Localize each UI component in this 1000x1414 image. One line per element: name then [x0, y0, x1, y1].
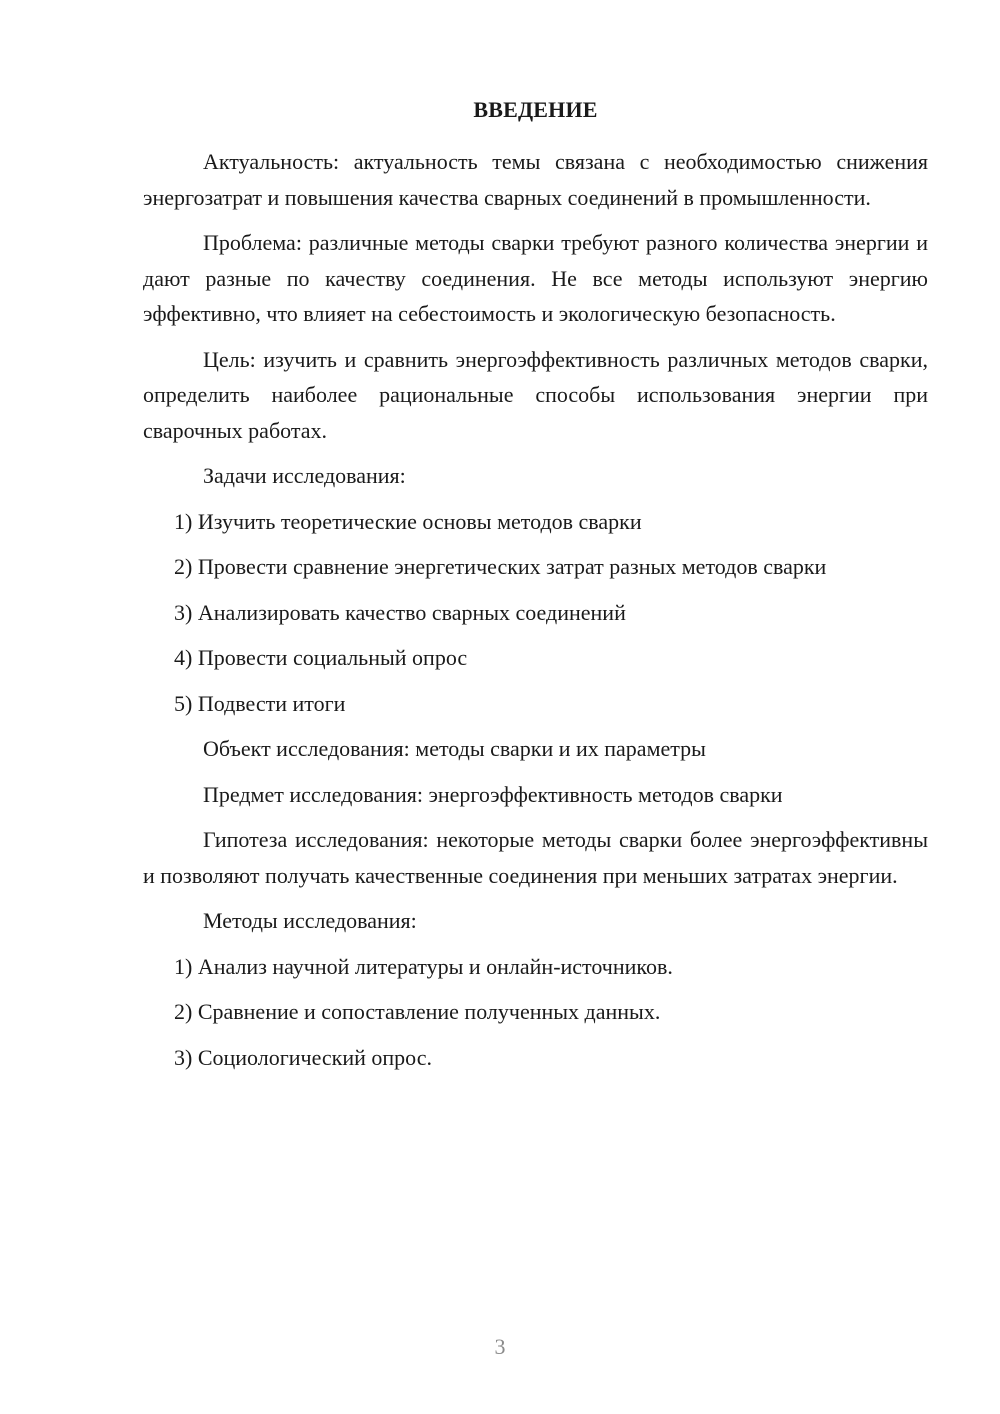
page-number: 3: [494, 1334, 506, 1359]
document-title: ВВЕДЕНИЕ: [473, 97, 598, 122]
tasks-heading: Задачи исследования:: [203, 463, 406, 488]
paragraph-hypothesis: Гипотеза исследования: некоторые методы сварки более энергоэффективны и позволяют получать качественные соединения при меньших затратах энергии.: [143, 827, 928, 888]
paragraph-relevance: Актуальность: актуальность темы связана с необходимостью снижения энергозатрат и повышения качества сварных соединений в промышленности.: [143, 149, 928, 210]
paragraph-problem: Проблема: различные методы сварки требуют разного количества энергии и дают разные по качеству соединения. Не все методы используют энергию эффективно, что влияет на себестоимость и экологическую безопасность.: [143, 230, 928, 326]
list-item: 1) Изучить теоретические основы методов сварки: [174, 508, 642, 534]
methods-list: [143, 949, 928, 1076]
list-item: 1) Анализ научной литературы и онлайн-источников.: [174, 953, 673, 979]
list-item: 2) Провести сравнение энергетических затрат разных методов сварки: [174, 554, 827, 579]
list-item: 3) Анализировать качество сварных соединений: [174, 599, 626, 625]
document-page: [143, 94, 928, 1085]
list-item: 5) Подвести итоги: [174, 690, 346, 716]
paragraph-subject: Предмет исследования: энергоэффективность методов сварки: [203, 781, 783, 807]
methods-heading: Методы исследования:: [203, 908, 417, 933]
paragraph-object: Объект исследования: методы сварки и их параметры: [203, 736, 706, 761]
paragraph-goal: Цель: изучить и сравнить энергоэффективность различных методов сварки, определить наиболее рациональные способы использования энергии при сварочных работах.: [143, 346, 928, 443]
tasks-list: [143, 504, 928, 722]
list-item: 2) Сравнение и сопоставление полученных данных.: [174, 999, 661, 1024]
list-item: 4) Провести социальный опрос: [174, 645, 468, 670]
list-item: 3) Социологический опрос.: [174, 1044, 432, 1070]
